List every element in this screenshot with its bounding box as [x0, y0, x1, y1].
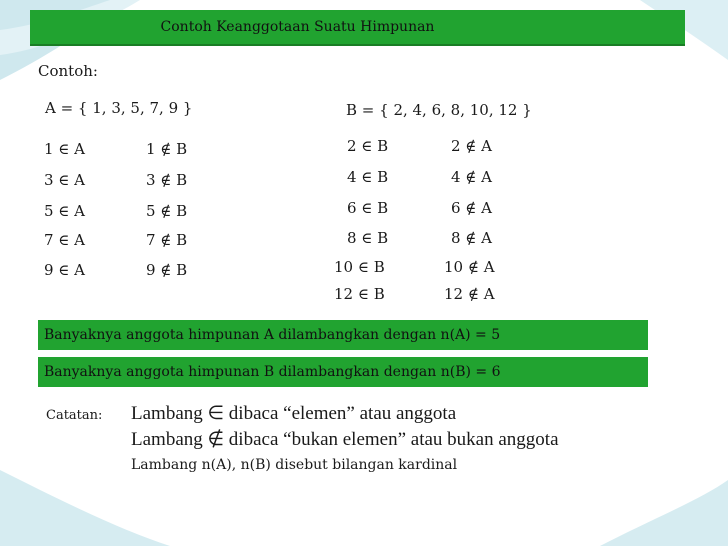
contoh-label: Contoh: — [38, 62, 98, 80]
set-b-nonelem-2: 2 ∉ A — [451, 137, 493, 155]
cardinal-a-bar — [38, 320, 648, 350]
title-bar — [30, 10, 685, 46]
notes-line-1: Lambang ∈ dibaca “elemen” atau anggota — [131, 403, 457, 424]
set-a-nonelem-3: 3 ∉ B — [146, 171, 188, 189]
set-a-elem-1: 1 ∈ A — [44, 140, 86, 158]
set-b-nonelem-12: 12 ∉ A — [444, 285, 495, 303]
set-a-elem-9: 9 ∈ A — [44, 261, 86, 279]
set-a-nonelem-1: 1 ∉ B — [146, 140, 188, 158]
cardinal-b-bar — [38, 357, 648, 387]
set-b-elem-2: 2 ∈ B — [347, 137, 389, 155]
set-a-elem-5: 5 ∈ A — [44, 202, 86, 220]
set-b-nonelem-4: 4 ∉ A — [451, 168, 493, 186]
set-a-elem-7: 7 ∈ A — [44, 231, 86, 249]
notes-label: Catatan: — [46, 408, 103, 423]
set-b-elem-10: 10 ∈ B — [334, 258, 385, 276]
set-a-elem-3: 3 ∈ A — [44, 171, 86, 189]
cardinal-b-text: Banyaknya anggota himpunan B dilambangkan dengan n(B) = 6 — [44, 364, 501, 380]
set-a-definition: A = { 1, 3, 5, 7, 9 } — [45, 99, 193, 117]
set-a-nonelem-5: 5 ∉ B — [146, 202, 188, 220]
set-b-definition: B = { 2, 4, 6, 8, 10, 12 } — [346, 101, 532, 119]
notes-line-3: Lambang n(A), n(B) disebut bilangan kardinal — [131, 457, 458, 473]
cardinal-a-text: Banyaknya anggota himpunan A dilambangkan dengan n(A) = 5 — [44, 327, 501, 343]
set-b-elem-8: 8 ∈ B — [347, 229, 389, 247]
set-b-nonelem-10: 10 ∉ A — [444, 258, 495, 276]
set-b-elem-12: 12 ∈ B — [334, 285, 385, 303]
slide-title: Contoh Keanggotaan Suatu Himpunan — [160, 19, 435, 35]
set-b-elem-6: 6 ∈ B — [347, 199, 389, 217]
set-a-nonelem-7: 7 ∉ B — [146, 231, 188, 249]
set-b-nonelem-6: 6 ∉ A — [451, 199, 493, 217]
set-a-nonelem-9: 9 ∉ B — [146, 261, 188, 279]
set-b-nonelem-8: 8 ∉ A — [451, 229, 493, 247]
set-b-elem-4: 4 ∈ B — [347, 168, 389, 186]
notes-line-2: Lambang ∉ dibaca “bukan elemen” atau bukan anggota — [131, 429, 559, 450]
